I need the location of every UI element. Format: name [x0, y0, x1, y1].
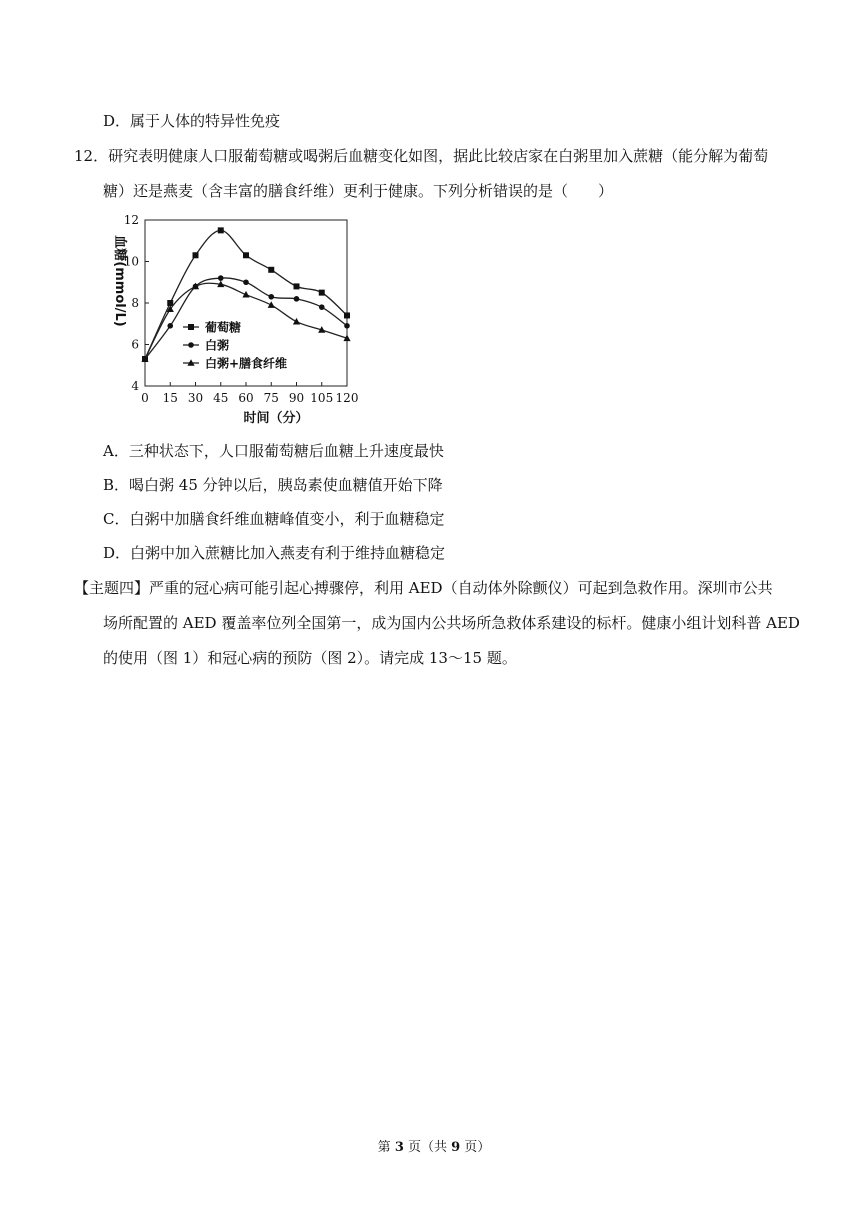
q12-stem-line2: 糖）还是燕麦（含丰富的膳食纤维）更利于健康。下列分析错误的是（ ） [103, 182, 614, 200]
footer-middle: 页（共 [403, 1140, 452, 1155]
blood-glucose-chart [100, 208, 370, 436]
y-tick-label: 8 [131, 296, 139, 310]
legend-marker-1 [188, 324, 194, 330]
footer-prefix: 第 [377, 1140, 395, 1155]
chart-svg [100, 208, 370, 436]
legend-label-2: 白粥 [205, 338, 230, 353]
data-point-series-1 [193, 252, 199, 258]
q12-option-d[interactable]: D．白粥中加入蔗糖比加入燕麦有利于维持血糖稳定 [103, 544, 446, 562]
data-point-series-1 [344, 312, 350, 318]
x-tick-label: 90 [288, 391, 305, 405]
data-point-series-3 [293, 318, 300, 325]
data-point-series-2 [268, 294, 274, 300]
x-tick-label: 0 [141, 391, 149, 405]
y-tick-label: 4 [131, 379, 139, 393]
data-point-series-1 [268, 267, 274, 273]
legend-label-1: 葡萄糖 [205, 320, 242, 335]
data-point-series-1 [243, 252, 249, 258]
data-point-series-2 [218, 275, 224, 281]
option-d-previous: D．属于人体的特异性免疫 [103, 112, 281, 130]
data-point-series-2 [344, 323, 350, 329]
q12-stem-line1: 12．研究表明健康人口服葡萄糖或喝粥后血糖变化如图，据此比较店家在白粥里加入蔗糖（能分解为葡萄 [74, 147, 769, 165]
data-point-series-1 [294, 283, 300, 289]
legend-label-3: 白粥+膳食纤维 [205, 356, 288, 371]
footer-page-number: 3 [394, 1140, 404, 1155]
legend-marker-2 [188, 342, 194, 348]
x-tick-label: 120 [335, 391, 359, 405]
topic4-line2: 场所配置的 AED 覆盖率位列全国第一，成为国内公共场所急救体系建设的标杆。健康小组计划科普 AED [103, 614, 800, 632]
x-tick-label: 15 [162, 391, 178, 405]
data-point-series-2 [243, 279, 249, 285]
y-tick-label: 10 [123, 254, 139, 269]
footer-total-pages: 9 [451, 1140, 461, 1155]
x-axis-label: 时间（分） [243, 411, 309, 426]
topic4-line1: 【主题四】严重的冠心病可能引起心搏骤停，利用 AED（自动体外除颤仪）可起到急救作用。深圳市公共 [74, 579, 773, 597]
data-point-series-3 [268, 301, 275, 308]
page-footer [0, 1136, 868, 1155]
data-point-series-1 [218, 227, 224, 233]
q12-option-a[interactable]: A．三种状态下，人口服葡萄糖后血糖上升速度最快 [103, 442, 444, 460]
x-tick-label: 75 [263, 391, 279, 405]
q12-option-c[interactable]: C．白粥中加膳食纤维血糖峰值变小，利于血糖稳定 [103, 510, 445, 528]
x-tick-label: 45 [213, 391, 229, 405]
x-tick-label: 60 [238, 391, 254, 405]
topic4-line3: 的使用（图 1）和冠心病的预防（图 2）。请完成 13～15 题。 [103, 649, 517, 667]
y-tick-label: 6 [131, 337, 139, 352]
q12-option-b[interactable]: B．喝白粥 45 分钟以后，胰岛素使血糖值开始下降 [103, 476, 443, 494]
x-tick-label: 105 [310, 391, 334, 405]
data-point-series-1 [319, 290, 325, 296]
data-point-series-2 [319, 304, 325, 310]
y-axis-label: 血糖(mmol/L) [112, 235, 127, 327]
footer-suffix: 页） [460, 1140, 491, 1155]
data-point-series-2 [294, 296, 300, 302]
data-point-series-1 [167, 300, 173, 306]
y-tick-label: 12 [123, 213, 139, 227]
data-point-series-2 [167, 323, 173, 329]
x-tick-label: 30 [187, 391, 204, 405]
